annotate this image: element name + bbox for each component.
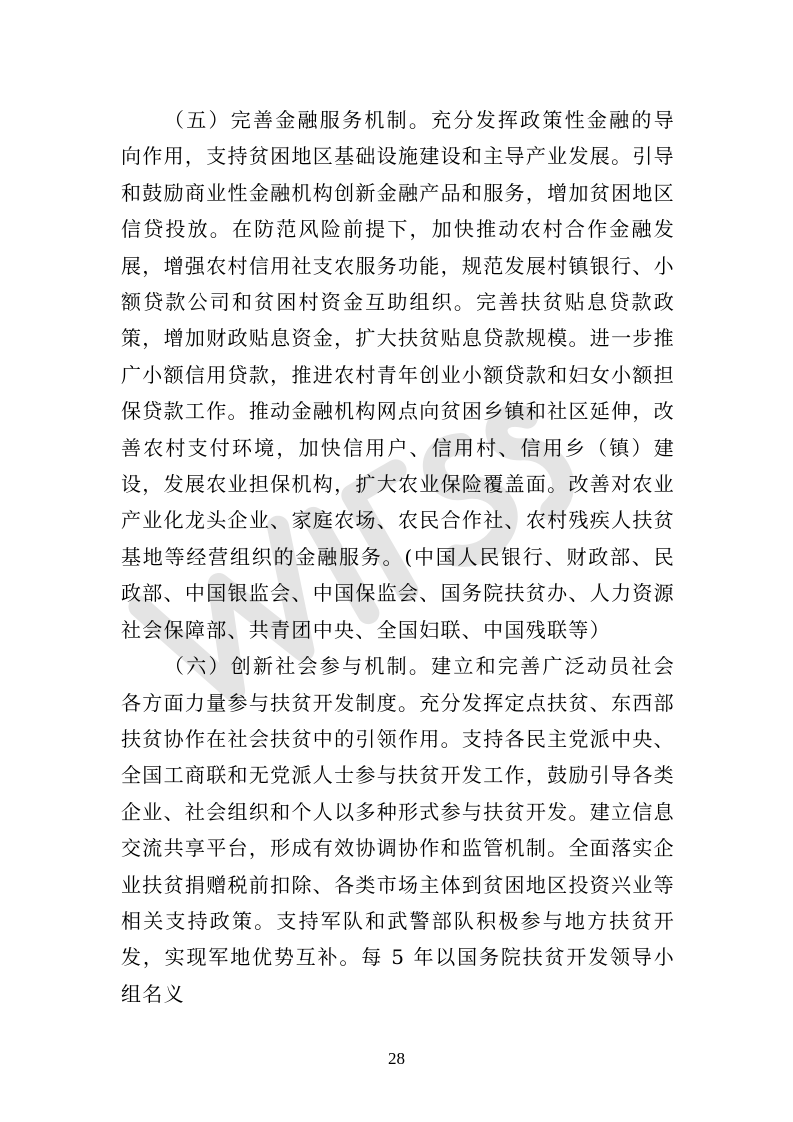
paragraph-social-participation: （六）创新社会参与机制。建立和完善广泛动员社会各方面力量参与扶贫开发制度。充分发挥定点扶贫、东西部扶贫协作在社会扶贫中的引领作用。支持各民主党派中央、全国工商联和无党派人士参与扶贫开发工作，鼓励引导各类企业、社会组织和个人以多种形式参与扶贫开发。建立信息交流共享平台，形成有效协调协作和监管机制。全面落实企业扶贫捐赠税前扣除、各类市场主体到贫困地区投资兴业等相关支持政策。支持军队和武警部队积极参与地方扶贫开发，实现军地优势互补。每 5 年以国务院扶贫开发领导小组名义 — [121, 654, 675, 1006]
body-text — [121, 102, 675, 1012]
page-number: 28 — [388, 1049, 405, 1068]
paragraph-finance-services: （五）完善金融服务机制。充分发挥政策性金融的导向作用，支持贫困地区基础设施建设和主导产业发展。引导和鼓励商业性金融机构创新金融产品和服务，增加贫困地区信贷投放。在防范风险前提下，加快推动农村合作金融发展，增强农村信用社支农服务功能，规范发展村镇银行、小额贷款公司和贫困村资金互助组织。完善扶贫贴息贷款政策，增加财政贴息资金，扩大扶贫贴息贷款规模。进一步推广小额信用贷款，推进农村青年创业小额贷款和妇女小额担保贷款工作。推动金融机构网点向贫困乡镇和社区延伸，改善农村支付环境，加快信用户、信用村、信用乡（镇）建设，发展农业担保机构，扩大农业保险覆盖面。改善对农业产业化龙头企业、家庭农场、农民合作社、农村残疾人扶贫基地等经营组织的金融服务。(中国人民银行、财政部、民政部、中国银监会、中国保监会、国务院扶贫办、人力资源社会保障部、共青团中央、全国妇联、中国残联等） — [121, 108, 675, 642]
